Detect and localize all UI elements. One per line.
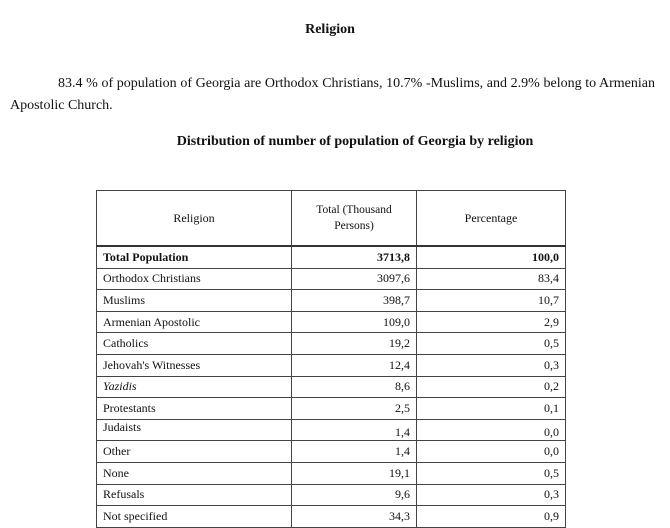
percentage-cell: 100,0 [417, 246, 566, 268]
header-percentage: Percentage [417, 191, 566, 247]
total-cell: 34,3 [292, 506, 417, 528]
table-row [97, 398, 566, 420]
percentage-cell: 0,3 [417, 354, 566, 376]
table-row [97, 333, 566, 355]
table-row [97, 484, 566, 506]
total-cell: 9,6 [292, 484, 417, 506]
table-header-row [97, 191, 566, 247]
religion-table [96, 190, 566, 528]
header-total: Total (Thousand Persons) [292, 191, 417, 247]
total-cell: 19,2 [292, 333, 417, 355]
religion-cell: None [97, 462, 292, 484]
total-cell: 2,5 [292, 398, 417, 420]
religion-cell: Judaists [97, 419, 292, 441]
table-row [97, 376, 566, 398]
header-religion: Religion [97, 191, 292, 247]
total-cell: 398,7 [292, 290, 417, 312]
total-cell: 1,4 [292, 419, 417, 441]
table-row [97, 290, 566, 312]
religion-cell: Muslims [97, 290, 292, 312]
percentage-cell: 0,5 [417, 333, 566, 355]
religion-cell: Catholics [97, 333, 292, 355]
religion-cell: Refusals [97, 484, 292, 506]
section-heading: Religion [305, 22, 355, 37]
total-cell: 8,6 [292, 376, 417, 398]
table-row [97, 419, 566, 441]
table-row [97, 311, 566, 333]
table-row [97, 354, 566, 376]
percentage-cell: 0,0 [417, 419, 566, 441]
religion-cell: Not specified [97, 506, 292, 528]
total-cell: 3097,6 [292, 268, 417, 290]
total-cell: 1,4 [292, 441, 417, 463]
percentage-cell: 0,5 [417, 462, 566, 484]
religion-cell: Other [97, 441, 292, 463]
percentage-cell: 10,7 [417, 290, 566, 312]
percentage-cell: 0,9 [417, 506, 566, 528]
total-cell: 12,4 [292, 354, 417, 376]
percentage-cell: 0,3 [417, 484, 566, 506]
table-row-total [97, 246, 566, 268]
table-row [97, 441, 566, 463]
total-cell: 109,0 [292, 311, 417, 333]
percentage-cell: 0,0 [417, 441, 566, 463]
percentage-cell: 0,2 [417, 376, 566, 398]
religion-cell: Yazidis [97, 376, 292, 398]
table-title: Distribution of number of population of Georgia by religion [176, 134, 534, 149]
religion-cell: Orthodox Christians [97, 268, 292, 290]
religion-cell: Jehovah's Witnesses [97, 354, 292, 376]
religion-cell: Protestants [97, 398, 292, 420]
religion-cell: Total Population [97, 246, 292, 268]
intro-paragraph: 83.4 % of population of Georgia are Orthodox Christians, 10.7% -Muslims, and 2.9% belong to Armenian Apostolic Church. [10, 76, 655, 113]
table-row [97, 462, 566, 484]
total-cell: 19,1 [292, 462, 417, 484]
percentage-cell: 83,4 [417, 268, 566, 290]
total-cell: 3713,8 [292, 246, 417, 268]
percentage-cell: 2,9 [417, 311, 566, 333]
table-row [97, 506, 566, 528]
percentage-cell: 0,1 [417, 398, 566, 420]
table-row [97, 268, 566, 290]
religion-cell: Armenian Apostolic [97, 311, 292, 333]
